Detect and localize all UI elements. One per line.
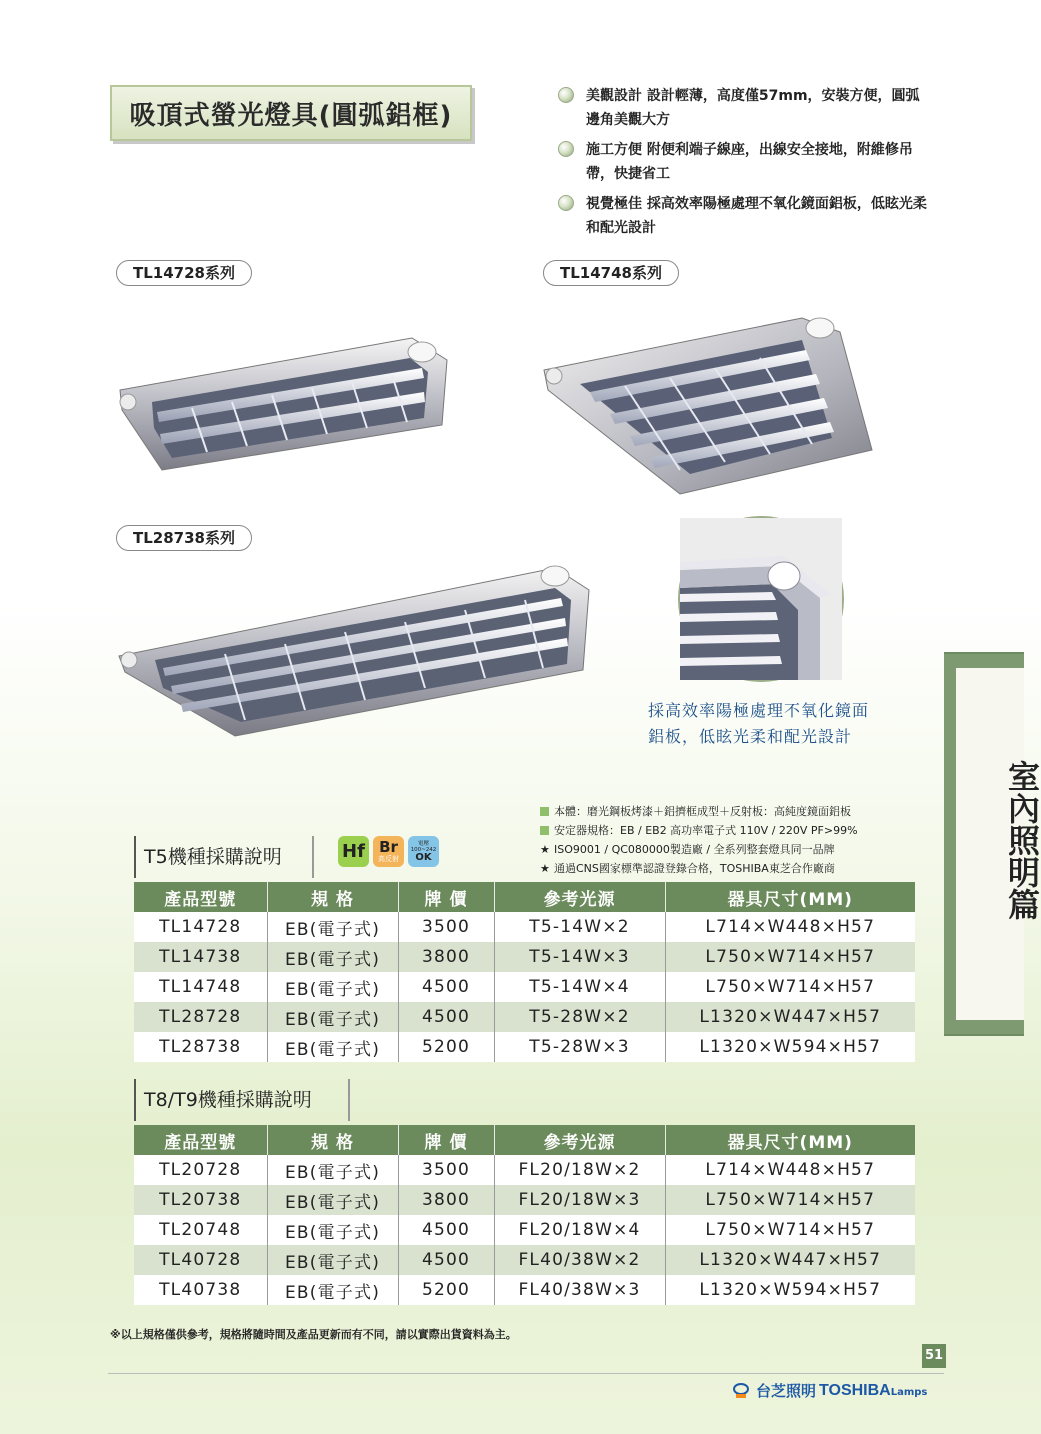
cell-model: TL20748 bbox=[134, 1215, 267, 1245]
table-row bbox=[134, 1275, 915, 1305]
cell-lamp: FL40/38W×2 bbox=[494, 1245, 665, 1275]
br-badge-icon bbox=[373, 836, 404, 867]
table-header-row bbox=[134, 1125, 915, 1155]
table-row bbox=[134, 1185, 915, 1215]
spec-note-text: 安定器規格：EB / EB2 高功率電子式 110V / 220V PF>99% bbox=[554, 824, 858, 837]
cell-size: L1320×W447×H57 bbox=[665, 1245, 915, 1275]
cell-price: 4500 bbox=[398, 1215, 494, 1245]
bullet-icon bbox=[558, 195, 574, 211]
spec-note bbox=[540, 821, 930, 840]
col-spec-header: 規 格 bbox=[267, 1125, 398, 1155]
cell-lamp: T5-28W×3 bbox=[494, 1032, 665, 1062]
col-model-header: 產品型號 bbox=[134, 882, 267, 912]
cell-spec: EB(電子式) bbox=[267, 942, 398, 972]
ok-label: OK bbox=[415, 851, 432, 863]
cell-spec: EB(電子式) bbox=[267, 1245, 398, 1275]
square-bullet-icon bbox=[540, 807, 549, 816]
cell-spec: EB(電子式) bbox=[267, 1275, 398, 1305]
spec-note-text: ISO9001 / QC080000製造廠 / 全系列整套燈具同一品牌 bbox=[554, 843, 835, 856]
series-label-tl14728: TL14728系列 bbox=[116, 260, 252, 286]
cell-size: L714×W448×H57 bbox=[665, 1155, 915, 1185]
hf-badge-icon bbox=[338, 836, 369, 867]
frame-detail-image bbox=[678, 516, 844, 682]
spec-note bbox=[540, 802, 930, 821]
category-side-tab-panel bbox=[956, 668, 1041, 1020]
brand-suffix: Lamps bbox=[890, 1387, 928, 1398]
feature-text: 施工方便 附便利端子線座，出線安全接地，附維修吊帶，快捷省工 bbox=[586, 142, 913, 182]
table-row bbox=[134, 1215, 915, 1245]
cell-lamp: FL20/18W×2 bbox=[494, 1155, 665, 1185]
footnote: ※以上規格僅供參考，規格將隨時間及產品更新而有不同，請以實際出貨資料為主。 bbox=[110, 1328, 517, 1341]
cell-price: 4500 bbox=[398, 1002, 494, 1032]
cell-size: L714×W448×H57 bbox=[665, 912, 915, 942]
series-label-tl28738: TL28738系列 bbox=[116, 525, 252, 551]
feature-item bbox=[558, 192, 928, 240]
cell-size: L750×W714×H57 bbox=[665, 972, 915, 1002]
cell-model: TL14748 bbox=[134, 972, 267, 1002]
cell-lamp: T5-28W×2 bbox=[494, 1002, 665, 1032]
cell-lamp: FL40/38W×3 bbox=[494, 1275, 665, 1305]
cell-size: L1320×W594×H57 bbox=[665, 1032, 915, 1062]
cell-model: TL40728 bbox=[134, 1245, 267, 1275]
cell-price: 5200 bbox=[398, 1275, 494, 1305]
cell-model: TL14738 bbox=[134, 942, 267, 972]
square-bullet-icon bbox=[540, 826, 549, 835]
cell-size: L750×W714×H57 bbox=[665, 942, 915, 972]
cell-model: TL40738 bbox=[134, 1275, 267, 1305]
cell-price: 5200 bbox=[398, 1032, 494, 1062]
detail-caption-line: 採高效率陽極處理不氧化鏡面 bbox=[648, 701, 870, 720]
feature-item bbox=[558, 138, 928, 186]
bullet-icon bbox=[558, 87, 574, 103]
cell-price: 4500 bbox=[398, 1245, 494, 1275]
category-side-tab bbox=[944, 652, 1041, 1036]
page-number: 51 bbox=[922, 1344, 946, 1368]
feature-text: 視覺極佳 採高效率陽極處理不氧化鏡面鋁板，低眩光柔和配光設計 bbox=[586, 196, 927, 236]
feature-item bbox=[558, 84, 928, 132]
voltage-range: 100~242 bbox=[410, 846, 437, 853]
star-icon: ★ bbox=[540, 843, 550, 856]
br-sublabel: 高反射 bbox=[378, 855, 399, 863]
col-size-header: 器具尺寸(MM) bbox=[665, 882, 915, 912]
table-row bbox=[134, 972, 915, 1002]
cell-size: L1320×W594×H57 bbox=[665, 1275, 915, 1305]
table-row bbox=[134, 912, 915, 942]
series-label-tl14748: TL14748系列 bbox=[543, 260, 679, 286]
cell-lamp: FL20/18W×4 bbox=[494, 1215, 665, 1245]
page-title: 吸頂式螢光燈具(圓弧鋁框) bbox=[110, 85, 472, 141]
cell-spec: EB(電子式) bbox=[267, 1032, 398, 1062]
table-row bbox=[134, 1032, 915, 1062]
brand-english-name: TOSHIBA bbox=[819, 1381, 891, 1399]
table-row bbox=[134, 1002, 915, 1032]
cell-lamp: T5-14W×2 bbox=[494, 912, 665, 942]
cell-size: L750×W714×H57 bbox=[665, 1215, 915, 1245]
detail-caption bbox=[648, 698, 908, 750]
cell-spec: EB(電子式) bbox=[267, 912, 398, 942]
spec-note bbox=[540, 859, 930, 878]
cell-spec: EB(電子式) bbox=[267, 972, 398, 1002]
spec-note bbox=[540, 840, 930, 859]
fixture-image-tl28738 bbox=[115, 560, 595, 740]
col-model-header: 產品型號 bbox=[134, 1125, 267, 1155]
table-header-row bbox=[134, 882, 915, 912]
cell-spec: EB(電子式) bbox=[267, 1002, 398, 1032]
t5-section-heading: T5機種採購說明 bbox=[134, 836, 314, 878]
col-size-header: 器具尺寸(MM) bbox=[665, 1125, 915, 1155]
brand-logo bbox=[732, 1380, 927, 1401]
spec-note-text: 本體：磨光鋼板烤漆＋鋁擠框成型＋反射板：高純度鏡面鋁板 bbox=[554, 805, 851, 818]
cell-price: 4500 bbox=[398, 972, 494, 1002]
br-label: Br bbox=[379, 838, 398, 856]
feature-text: 美觀設計 設計輕薄，高度僅57mm，安裝方便，圓弧邊角美觀大方 bbox=[586, 88, 920, 128]
voltage-badge-icon bbox=[408, 836, 439, 867]
cell-price: 3500 bbox=[398, 912, 494, 942]
cell-spec: EB(電子式) bbox=[267, 1185, 398, 1215]
cell-model: TL28738 bbox=[134, 1032, 267, 1062]
t5-spec-table bbox=[134, 882, 915, 1062]
cell-model: TL20728 bbox=[134, 1155, 267, 1185]
bullet-icon bbox=[558, 141, 574, 157]
cell-model: TL14728 bbox=[134, 912, 267, 942]
col-price-header: 牌 價 bbox=[398, 882, 494, 912]
t8-section-heading: T8/T9機種採購說明 bbox=[134, 1079, 350, 1121]
t8-spec-table bbox=[134, 1125, 915, 1305]
hf-label: Hf bbox=[342, 841, 365, 862]
feature-badges bbox=[338, 836, 439, 867]
col-price-header: 牌 價 bbox=[398, 1125, 494, 1155]
cell-price: 3500 bbox=[398, 1155, 494, 1185]
spec-notes bbox=[540, 802, 930, 878]
table-row bbox=[134, 1155, 915, 1185]
cell-spec: EB(電子式) bbox=[267, 1215, 398, 1245]
category-label: 室內照明篇 bbox=[1003, 760, 1041, 920]
cell-lamp: FL20/18W×3 bbox=[494, 1185, 665, 1215]
cell-model: TL28728 bbox=[134, 1002, 267, 1032]
cell-price: 3800 bbox=[398, 942, 494, 972]
footer-divider bbox=[108, 1373, 944, 1374]
cell-spec: EB(電子式) bbox=[267, 1155, 398, 1185]
star-icon: ★ bbox=[540, 862, 550, 875]
fixture-image-tl14728 bbox=[112, 330, 452, 475]
brand-chinese-name: 台芝照明 bbox=[756, 1382, 817, 1400]
detail-caption-line: 鋁板，低眩光柔和配光設計 bbox=[648, 727, 853, 746]
voltage-label: 電壓 bbox=[417, 840, 429, 847]
cell-price: 3800 bbox=[398, 1185, 494, 1215]
cell-lamp: T5-14W×3 bbox=[494, 942, 665, 972]
cell-lamp: T5-14W×4 bbox=[494, 972, 665, 1002]
feature-list bbox=[558, 84, 928, 246]
spec-note-text: 通過CNS國家標準認證登錄合格，TOSHIBA東芝合作廠商 bbox=[554, 862, 835, 875]
table-row bbox=[134, 942, 915, 972]
brand-logo-icon bbox=[732, 1383, 750, 1399]
col-lamp-header: 參考光源 bbox=[494, 1125, 665, 1155]
cell-size: L750×W714×H57 bbox=[665, 1185, 915, 1215]
col-lamp-header: 參考光源 bbox=[494, 882, 665, 912]
cell-model: TL20738 bbox=[134, 1185, 267, 1215]
table-row bbox=[134, 1245, 915, 1275]
col-spec-header: 規 格 bbox=[267, 882, 398, 912]
cell-size: L1320×W447×H57 bbox=[665, 1002, 915, 1032]
fixture-image-tl14748 bbox=[540, 310, 880, 500]
